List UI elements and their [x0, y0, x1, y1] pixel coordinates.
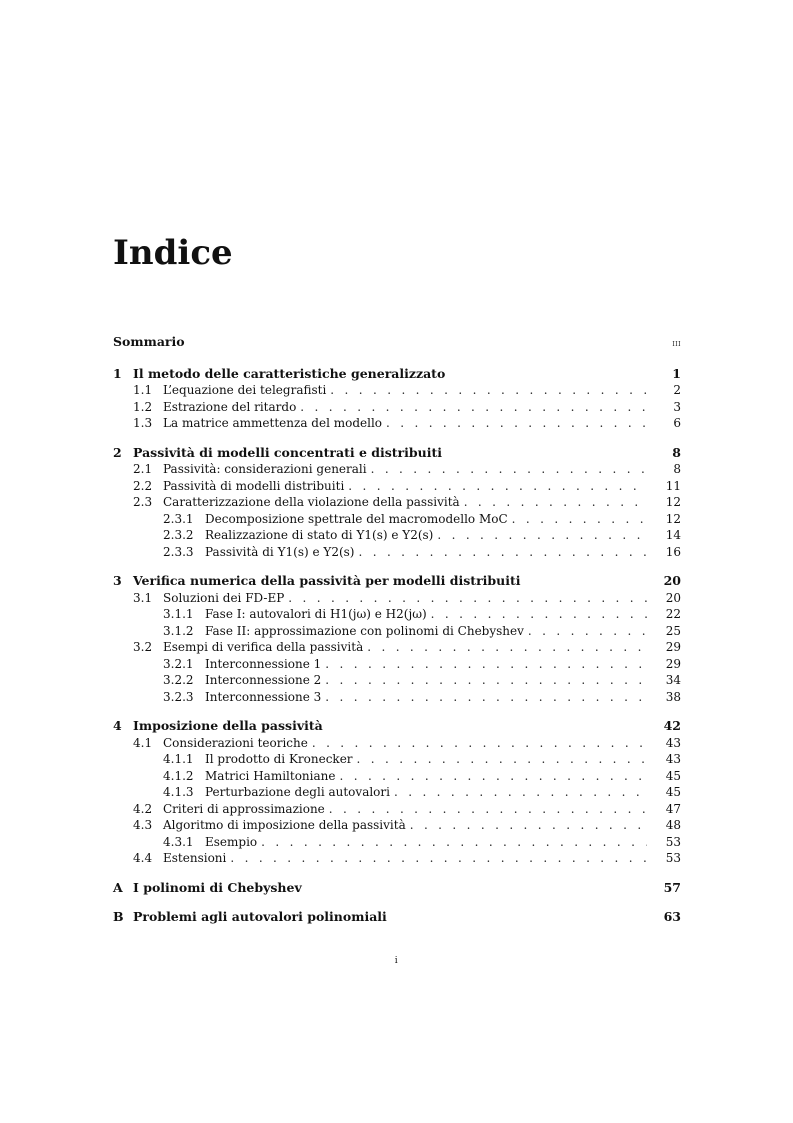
toc-chapter-page: 20: [663, 573, 681, 588]
toc-entry-title: Estensioni: [163, 851, 227, 865]
toc-entry-number: 2.3.3: [163, 544, 194, 559]
toc-entry[interactable]: [113, 478, 681, 495]
toc-entry-title: Realizzazione di stato di Y1(s) e Y2(s): [205, 528, 434, 542]
toc-entry-number: 3.2.3: [163, 689, 194, 704]
toc-chapter-number: 1: [113, 365, 122, 381]
toc-leader-dots: [230, 850, 647, 867]
toc-entry[interactable]: [113, 672, 681, 689]
toc-summary[interactable]: [113, 334, 681, 353]
toc-entry[interactable]: [113, 639, 681, 656]
toc-appendix[interactable]: [113, 909, 681, 926]
toc-entry[interactable]: [113, 735, 681, 752]
toc-entry-page: 47: [665, 801, 681, 816]
toc-entry-page: 45: [665, 768, 681, 783]
toc-leader-dots: [358, 544, 647, 561]
toc-leader-dots: [330, 382, 647, 399]
toc-entry-number: 4.4: [133, 851, 153, 865]
toc-chapter-page: 63: [663, 909, 681, 924]
toc-appendix[interactable]: [113, 880, 681, 897]
toc-entry-number: 4.1.2: [163, 768, 194, 783]
toc-entry-number: 2.3.2: [163, 528, 194, 542]
toc-leader-dots: [367, 639, 647, 656]
toc-entry-page: 29: [665, 640, 681, 654]
toc-entry-title: Fase I: autovalori di H1(jω) e H2(jω): [205, 607, 427, 621]
toc-chapter-title: Passività di modelli concentrati e distribuiti: [133, 444, 442, 460]
toc-chapter-page: 57: [663, 879, 681, 895]
toc-entry-title: Estrazione del ritardo: [163, 399, 297, 414]
toc-leader-dots: [437, 527, 647, 544]
table-of-contents: [113, 334, 681, 926]
toc-leader-dots: [512, 511, 647, 528]
toc-entry-number: 3.2.2: [163, 673, 194, 687]
toc-chapter-number: 3: [113, 573, 122, 588]
toc-entry-title: Decomposizione spettrale del macromodello MoC: [205, 511, 508, 526]
toc-entry[interactable]: [113, 784, 681, 801]
toc-chapter[interactable]: [113, 573, 681, 590]
toc-entry-page: 53: [665, 834, 681, 849]
toc-summary-label: Sommario: [113, 334, 185, 349]
toc-entry[interactable]: [113, 801, 681, 818]
toc-entry[interactable]: [113, 623, 681, 640]
toc-entry-title: Interconnessione 1: [205, 656, 322, 671]
toc-entry-page: 14: [665, 528, 681, 542]
toc-chapter-title: I polinomi di Chebyshev: [133, 879, 302, 895]
toc-chapter-number: 2: [113, 444, 122, 460]
toc-entry[interactable]: [113, 817, 681, 834]
toc-entry[interactable]: [113, 494, 681, 511]
toc-entry[interactable]: [113, 656, 681, 673]
toc-entry[interactable]: [113, 382, 681, 399]
toc-entry-title: Passività di modelli distribuiti: [163, 478, 345, 493]
toc-entry-page: 25: [665, 623, 681, 638]
toc-entry[interactable]: [113, 544, 681, 561]
toc-entry-page: 38: [665, 689, 681, 704]
toc-entry-page: 34: [665, 673, 681, 687]
toc-entry-number: 4.1.1: [163, 752, 194, 766]
toc-leader-dots: [261, 834, 647, 851]
toc-entry-title: Soluzioni dei FD-EP: [163, 590, 285, 605]
toc-entry-number: 3.1.2: [163, 623, 194, 638]
toc-chapter-title: Problemi agli autovalori polinomiali: [133, 909, 387, 924]
toc-entry-number: 2.2: [133, 478, 153, 493]
toc-entry-number: 4.1: [133, 735, 153, 750]
toc-entry-number: 1.3: [133, 416, 153, 430]
toc-entry[interactable]: [113, 461, 681, 478]
toc-entry-title: Matrici Hamiltoniane: [205, 768, 336, 783]
toc-entry-title: Algoritmo di imposizione della passività: [163, 818, 406, 832]
toc-leader-dots: [357, 751, 647, 768]
toc-leader-dots: [348, 478, 647, 495]
toc-entry-number: 4.3: [133, 818, 153, 832]
toc-chapter-number: B: [113, 909, 124, 924]
toc-entry[interactable]: [113, 606, 681, 623]
toc-entry-page: 43: [665, 735, 681, 750]
toc-entry-title: Il prodotto di Kronecker: [205, 752, 353, 766]
toc-entry-page: 29: [665, 656, 681, 671]
toc-entry-number: 3.2.1: [163, 656, 194, 671]
toc-chapter[interactable]: [113, 366, 681, 383]
toc-entry-title: Interconnessione 2: [205, 673, 322, 687]
toc-entry-title: Caratterizzazione della violazione della passività: [163, 495, 460, 509]
toc-entry-title: Criteri di approssimazione: [163, 801, 325, 816]
toc-chapter[interactable]: [113, 445, 681, 462]
toc-entry-page: 6: [673, 416, 681, 430]
toc-entry[interactable]: [113, 751, 681, 768]
toc-leader-dots: [325, 672, 647, 689]
toc-entry[interactable]: [113, 689, 681, 706]
toc-entry-page: 43: [665, 752, 681, 766]
toc-leader-dots: [329, 801, 647, 818]
toc-leader-dots: [371, 461, 647, 478]
page-title: Indice: [113, 233, 233, 273]
toc-entry[interactable]: [113, 834, 681, 851]
toc-entry-page: 16: [665, 544, 681, 559]
toc-leader-dots: [410, 817, 647, 834]
toc-leader-dots: [394, 784, 647, 801]
toc-leader-dots: [312, 735, 647, 752]
toc-entry-page: 45: [665, 785, 681, 799]
toc-leader-dots: [339, 768, 647, 785]
toc-entry-number: 4.3.1: [163, 834, 194, 849]
toc-entry-title: Considerazioni teoriche: [163, 735, 308, 750]
toc-chapter-number: 4: [113, 718, 122, 733]
toc-entry-page: 11: [665, 478, 681, 493]
toc-summary-page: iii: [672, 339, 681, 349]
toc-leader-dots: [464, 494, 647, 511]
toc-entry-number: 2.3.1: [163, 511, 194, 526]
toc-entry-title: Perturbazione degli autovalori: [205, 785, 390, 799]
toc-leader-dots: [288, 590, 647, 607]
toc-entry-title: L’equazione dei telegrafisti: [163, 383, 327, 397]
toc-entry-number: 3.1: [133, 590, 153, 605]
toc-entry-page: 20: [665, 590, 681, 605]
toc-chapter-number: A: [113, 879, 123, 895]
toc-entry[interactable]: [113, 511, 681, 528]
toc-chapter-page: 1: [672, 365, 681, 381]
toc-entry-title: Passività di Y1(s) e Y2(s): [205, 544, 355, 559]
toc-entry-page: 2: [673, 383, 681, 397]
toc-leader-dots: [300, 399, 647, 416]
toc-entry[interactable]: [113, 590, 681, 607]
toc-leader-dots: [325, 656, 647, 673]
toc-entry-title: Interconnessione 3: [205, 689, 322, 704]
toc-chapter-page: 8: [672, 444, 681, 460]
toc-entry[interactable]: [113, 850, 681, 867]
toc-entry-title: Esempi di verifica della passività: [163, 640, 364, 654]
toc-entry[interactable]: [113, 399, 681, 416]
toc-entry-title: La matrice ammettenza del modello: [163, 416, 383, 430]
toc-entry-number: 3.2: [133, 640, 153, 654]
toc-entry-page: 12: [665, 511, 681, 526]
toc-entry-page: 53: [665, 851, 681, 865]
toc-entry-title: Esempio: [205, 834, 258, 849]
toc-entry-number: 2.3: [133, 495, 153, 509]
toc-entry-title: Passività: considerazioni generali: [163, 462, 367, 476]
toc-chapter[interactable]: [113, 718, 681, 735]
toc-leader-dots: [325, 689, 647, 706]
toc-entry-number: 1.2: [133, 399, 153, 414]
toc-leader-dots: [431, 606, 647, 623]
toc-entry-title: Fase II: approssimazione con polinomi di Chebyshev: [205, 623, 524, 638]
toc-entry-page: 12: [665, 495, 681, 509]
toc-entry-number: 3.1.1: [163, 607, 194, 621]
toc-chapter-page: 42: [663, 718, 681, 733]
toc-entry[interactable]: [113, 415, 681, 432]
toc-leader-dots: [528, 623, 647, 640]
toc-entry-page: 48: [665, 818, 681, 832]
toc-entry[interactable]: [113, 768, 681, 785]
toc-entry[interactable]: [113, 527, 681, 544]
toc-chapter-title: Verifica numerica della passività per modelli distribuiti: [133, 573, 521, 588]
page-number: i: [394, 956, 399, 966]
toc-entry-number: 4.1.3: [163, 785, 194, 799]
toc-entry-number: 2.1: [133, 462, 153, 476]
toc-entry-number: 1.1: [133, 383, 153, 397]
toc-chapter-title: Il metodo delle caratteristiche generalizzato: [133, 365, 446, 381]
toc-entry-number: 4.2: [133, 801, 153, 816]
toc-entry-page: 22: [665, 607, 681, 621]
toc-leader-dots: [386, 415, 647, 432]
toc-chapter-title: Imposizione della passività: [133, 718, 323, 733]
toc-entry-page: 3: [673, 399, 681, 414]
toc-entry-page: 8: [673, 462, 681, 476]
